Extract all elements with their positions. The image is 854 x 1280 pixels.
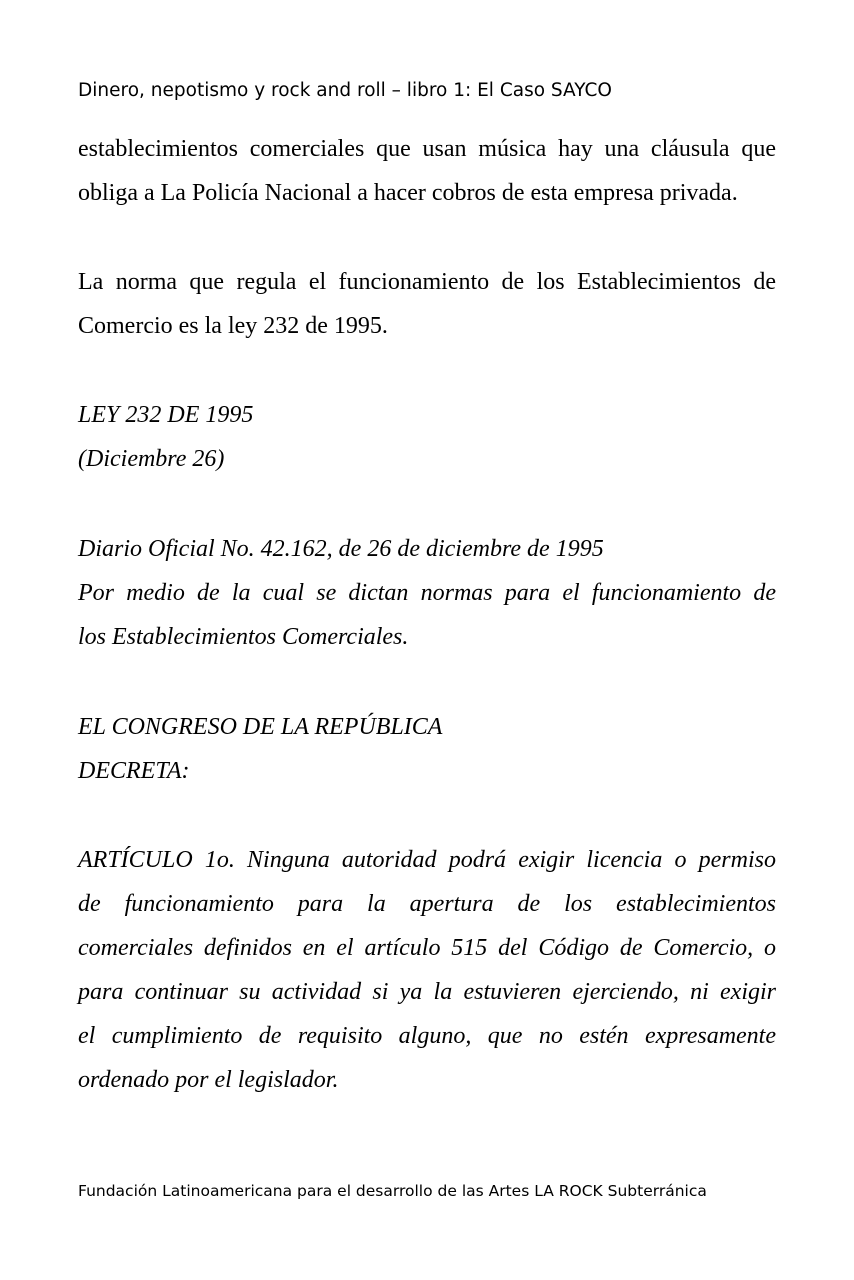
- paragraph-line: Comercio es la ley 232 de 1995.: [78, 313, 388, 339]
- page-footer: Fundación Latinoamericana para el desarrollo de las Artes LA ROCK Subterránica: [78, 1182, 707, 1200]
- paragraph-line: La norma que regula el funcionamiento de los Establecimientos de: [78, 269, 776, 295]
- articulo-1-block: [78, 838, 776, 1102]
- congreso-line: EL CONGRESO DE LA REPÚBLICA: [78, 714, 443, 740]
- diario-line: los Establecimientos Comerciales.: [78, 624, 409, 650]
- law-title: LEY 232 DE 1995: [78, 402, 254, 428]
- articulo-line: de funcionamiento para la apertura de los establecimientos: [78, 891, 776, 917]
- articulo-line: ordenado por el legislador.: [78, 1067, 339, 1093]
- diario-line: Por medio de la cual se dictan normas para el funcionamiento de: [78, 580, 776, 606]
- articulo-line: el cumplimiento de requisito alguno, que no estén expresamente: [78, 1023, 776, 1049]
- paragraph-norma: [78, 260, 776, 348]
- diario-oficial-block: [78, 527, 776, 659]
- congreso-block: [78, 705, 776, 793]
- law-heading: [78, 393, 776, 481]
- diario-line: Diario Oficial No. 42.162, de 26 de diciembre de 1995: [78, 536, 604, 562]
- articulo-line: ARTÍCULO 1o. Ninguna autoridad podrá exigir licencia o permiso: [78, 847, 776, 873]
- paragraph-line: obliga a La Policía Nacional a hacer cobros de esta empresa privada.: [78, 180, 738, 206]
- paragraph-establecimientos: [78, 127, 776, 215]
- articulo-line: para continuar su actividad si ya la estuvieren ejerciendo, ni exigir: [78, 979, 776, 1005]
- law-date: (Diciembre 26): [78, 446, 225, 472]
- articulo-line: comerciales definidos en el artículo 515 del Código de Comercio, o: [78, 935, 776, 961]
- paragraph-line: establecimientos comerciales que usan música hay una cláusula que: [78, 136, 776, 162]
- congreso-line: DECRETA:: [78, 758, 190, 784]
- page-header: Dinero, nepotismo y rock and roll – libro 1: El Caso SAYCO: [78, 80, 612, 101]
